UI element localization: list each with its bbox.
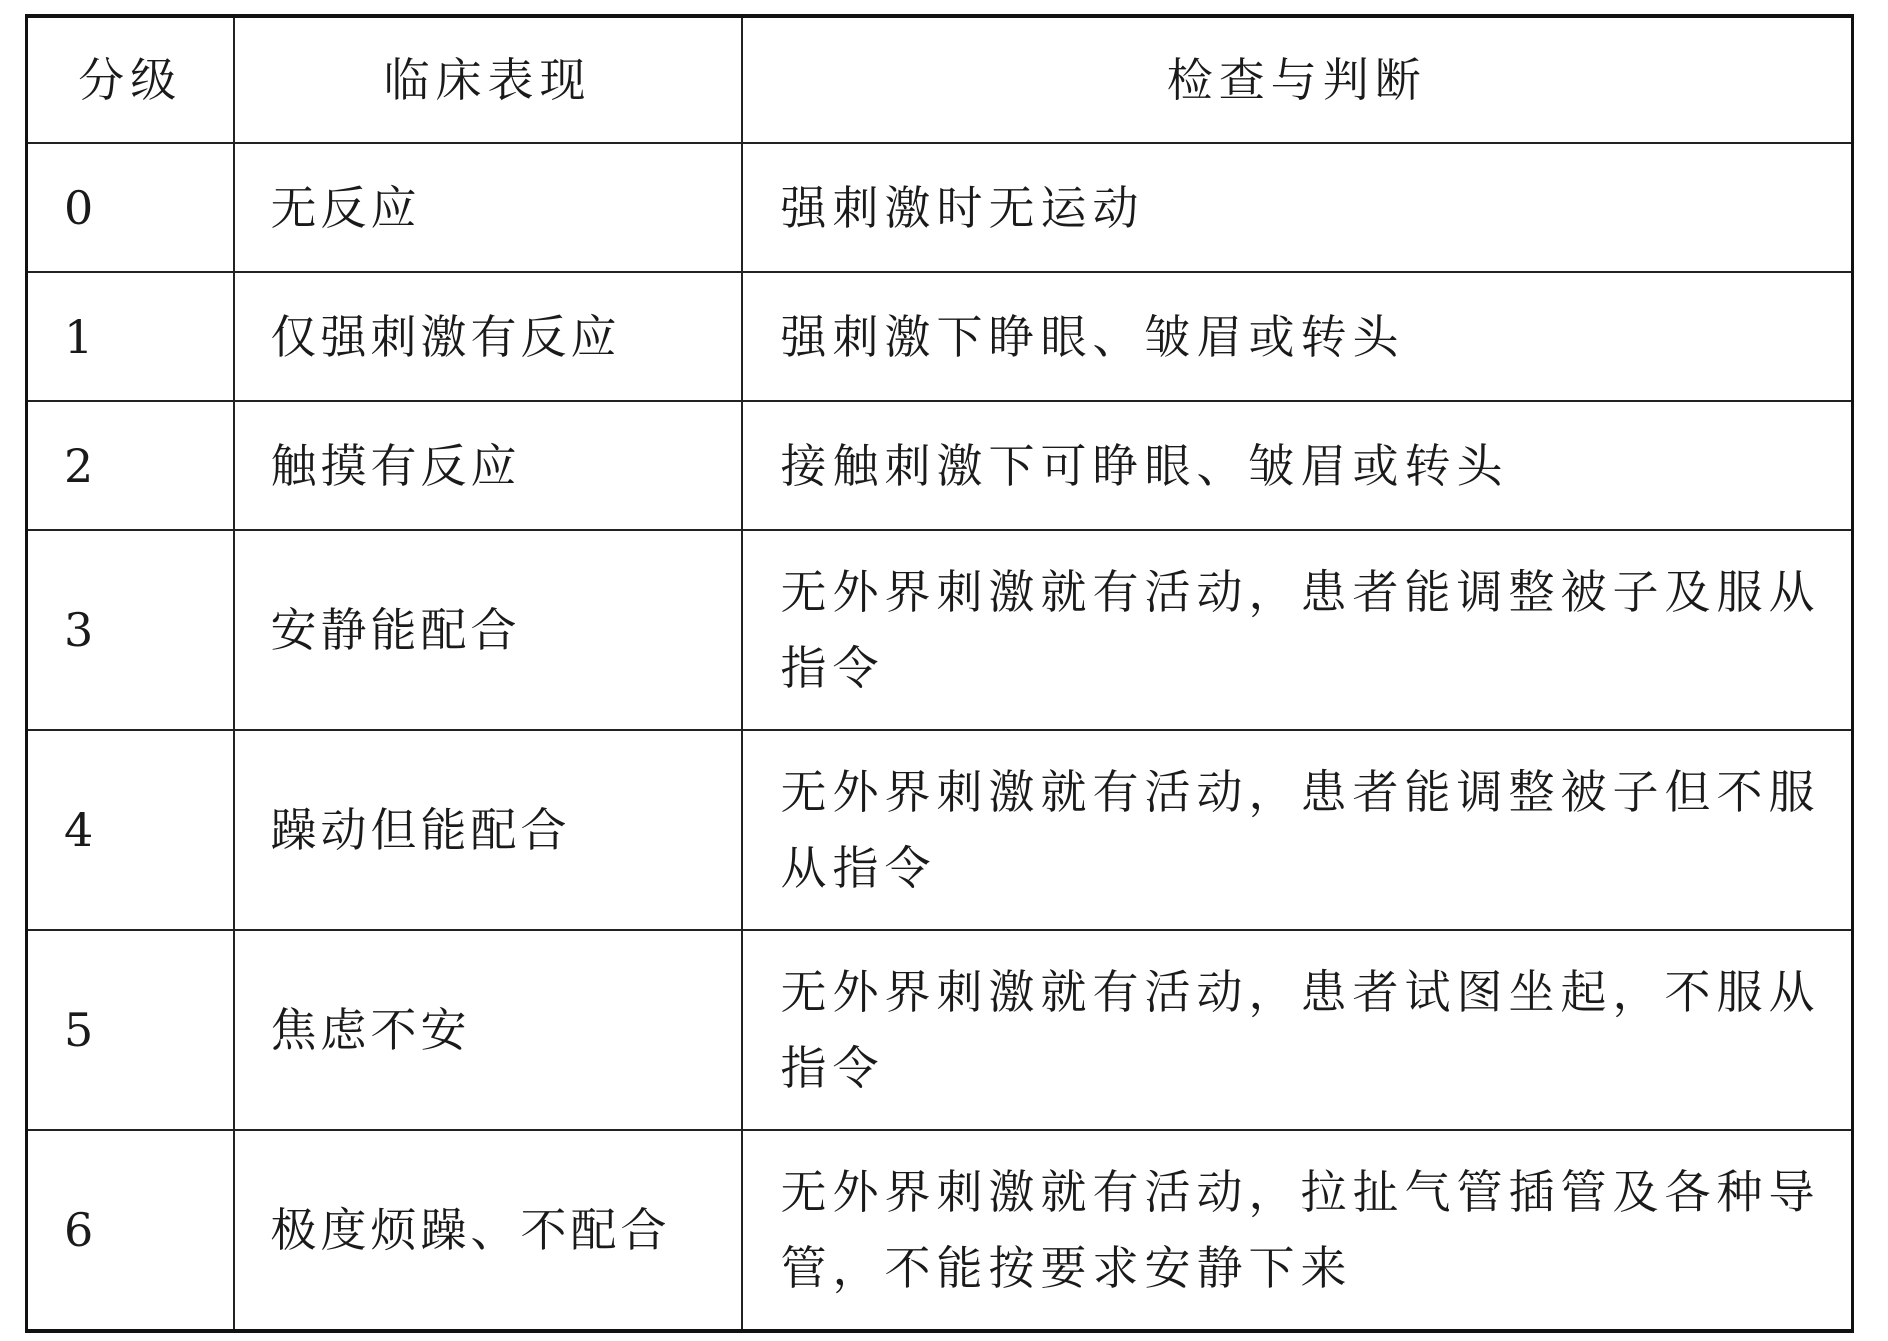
cell-clinical: 仅强刺激有反应 <box>234 272 742 401</box>
cell-grade: 5 <box>27 930 234 1130</box>
table-row <box>27 530 1853 730</box>
cell-assessment: 强刺激下睁眼、皱眉或转头 <box>742 272 1853 401</box>
cell-assessment: 无外界刺激就有活动，拉扯气管插管及各种导管，不能按要求安静下来 <box>742 1130 1853 1331</box>
header-clinical: 临床表现 <box>234 16 742 143</box>
cell-clinical: 焦虑不安 <box>234 930 742 1130</box>
header-grade: 分级 <box>27 16 234 143</box>
table-header-row <box>27 16 1853 143</box>
cell-clinical: 极度烦躁、不配合 <box>234 1130 742 1331</box>
table-row <box>27 272 1853 401</box>
cell-assessment: 强刺激时无运动 <box>742 143 1853 272</box>
cell-grade: 3 <box>27 530 234 730</box>
cell-grade: 2 <box>27 401 234 530</box>
cell-clinical: 无反应 <box>234 143 742 272</box>
grading-table <box>25 14 1854 1333</box>
cell-grade: 1 <box>27 272 234 401</box>
cell-assessment: 接触刺激下可睁眼、皱眉或转头 <box>742 401 1853 530</box>
cell-grade: 4 <box>27 730 234 930</box>
cell-grade: 0 <box>27 143 234 272</box>
table-row <box>27 401 1853 530</box>
table-row <box>27 1130 1853 1331</box>
cell-assessment: 无外界刺激就有活动，患者能调整被子及服从指令 <box>742 530 1853 730</box>
cell-grade: 6 <box>27 1130 234 1331</box>
table-row <box>27 143 1853 272</box>
cell-assessment: 无外界刺激就有活动，患者能调整被子但不服从指令 <box>742 730 1853 930</box>
cell-clinical: 触摸有反应 <box>234 401 742 530</box>
cell-clinical: 安静能配合 <box>234 530 742 730</box>
header-assessment: 检查与判断 <box>742 16 1853 143</box>
table-row <box>27 930 1853 1130</box>
cell-clinical: 躁动但能配合 <box>234 730 742 930</box>
table-row <box>27 730 1853 930</box>
cell-assessment: 无外界刺激就有活动，患者试图坐起，不服从指令 <box>742 930 1853 1130</box>
